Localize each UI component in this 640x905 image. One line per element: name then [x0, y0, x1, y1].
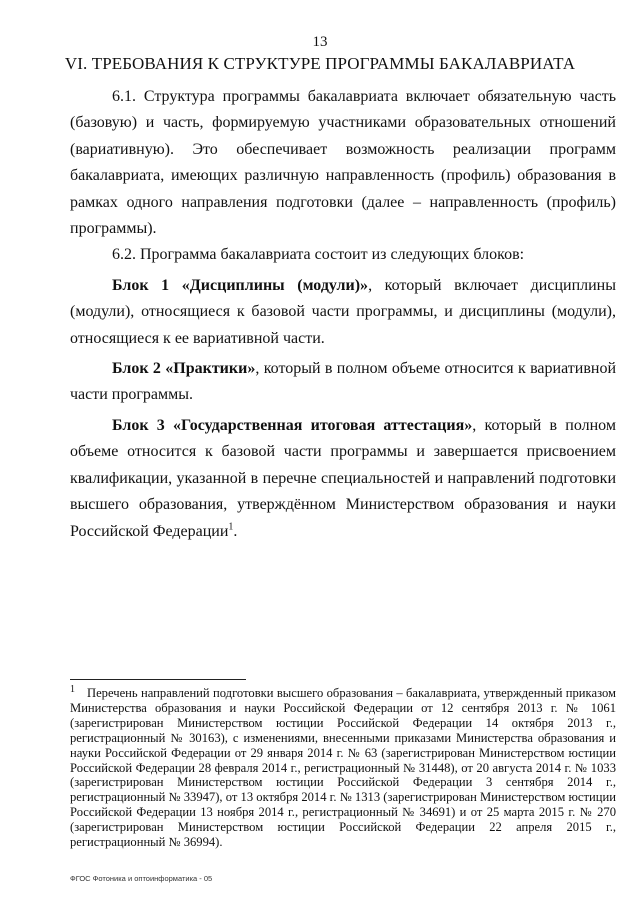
- footnote: [70, 683, 616, 850]
- block-3-tail: .: [233, 522, 238, 540]
- document-body: [70, 84, 616, 545]
- block-1-text: , который включает дисциплины (модули), относящиеся к базовой части программы, и дисциплины (модули), относящиеся к ее вариативной части.: [70, 276, 616, 347]
- document-footer-label: ФГОС Фотоника и оптоинформатика - 05: [70, 874, 213, 883]
- block-1-paragraph: [70, 273, 616, 352]
- footnote-mark: 1: [70, 683, 75, 695]
- section-title: VI. ТРЕБОВАНИЯ К СТРУКТУРЕ ПРОГРАММЫ БАКАЛАВРИАТА: [64, 54, 576, 73]
- page-number: 13: [312, 34, 328, 50]
- block-3-paragraph: [70, 413, 616, 545]
- block-1-heading: Блок 1 «Дисциплины (модули)»: [112, 276, 369, 294]
- block-3-text: , который в полном объеме относится к базовой части программы и завершается присвоением квалификации, указанной в перечне специальностей и направлений подготовки высшего образования, утверждённом Министерством образования и науки Российской Федерации: [70, 416, 616, 540]
- block-2-heading: Блок 2 «Практики»: [112, 360, 256, 378]
- footnote-divider: [70, 679, 246, 680]
- paragraph-6-1: 6.1. Структура программы бакалавриата включает обязательную часть (базовую) и часть, формируемую участниками образовательных отношений (вариативную). Это обеспечивает возможность реализации программ бакалавриата, имеющих различную направленность (профиль) образования в рамках одного направления подготовки (далее – направленность (профиль) программы).: [70, 88, 616, 238]
- footnote-text: Перечень направлений подготовки высшего образования – бакалавриата, утвержденный приказом Министерства образования и науки Российской Федерации от 12 сентября 2013 г. № 1061 (зарегистрирован Министерством юстиции Российской Федерации 14 октября 2013 г., регистрационный № 30163), с изменениями, внесенными приказами Министерства образования и науки Российской Федерации от 29 января 2014 г. № 63 (зарегистрирован Министерством юстиции Российской Федерации 28 февраля 2014 г., регистрационный № 31448), от 20 августа 2014 г. № 1033 (зарегистрирован Министерством юстиции Российской Федерации 3 сентября 2014 г., регистрационный № 33947), от 13 октября 2014 г. № 1313 (зарегистрирован Министерством юстиции Российской Федерации 13 ноября 2014 г., регистрационный № 34691) и от 25 марта 2015 г. № 270 (зарегистрирован Министерством юстиции Российской Федерации 22 апреля 2015 г., регистрационный № 36994).: [70, 686, 616, 850]
- paragraph-6-2: 6.2. Программа бакалавриата состоит из следующих блоков:: [112, 246, 525, 264]
- block-2-paragraph: [70, 356, 616, 409]
- block-2-text: , который в полном объеме относится к вариативной части программы.: [70, 360, 617, 404]
- footnote-reference[interactable]: 1: [228, 521, 234, 533]
- block-3-heading: Блок 3 «Государственная итоговая аттестация»: [112, 416, 473, 434]
